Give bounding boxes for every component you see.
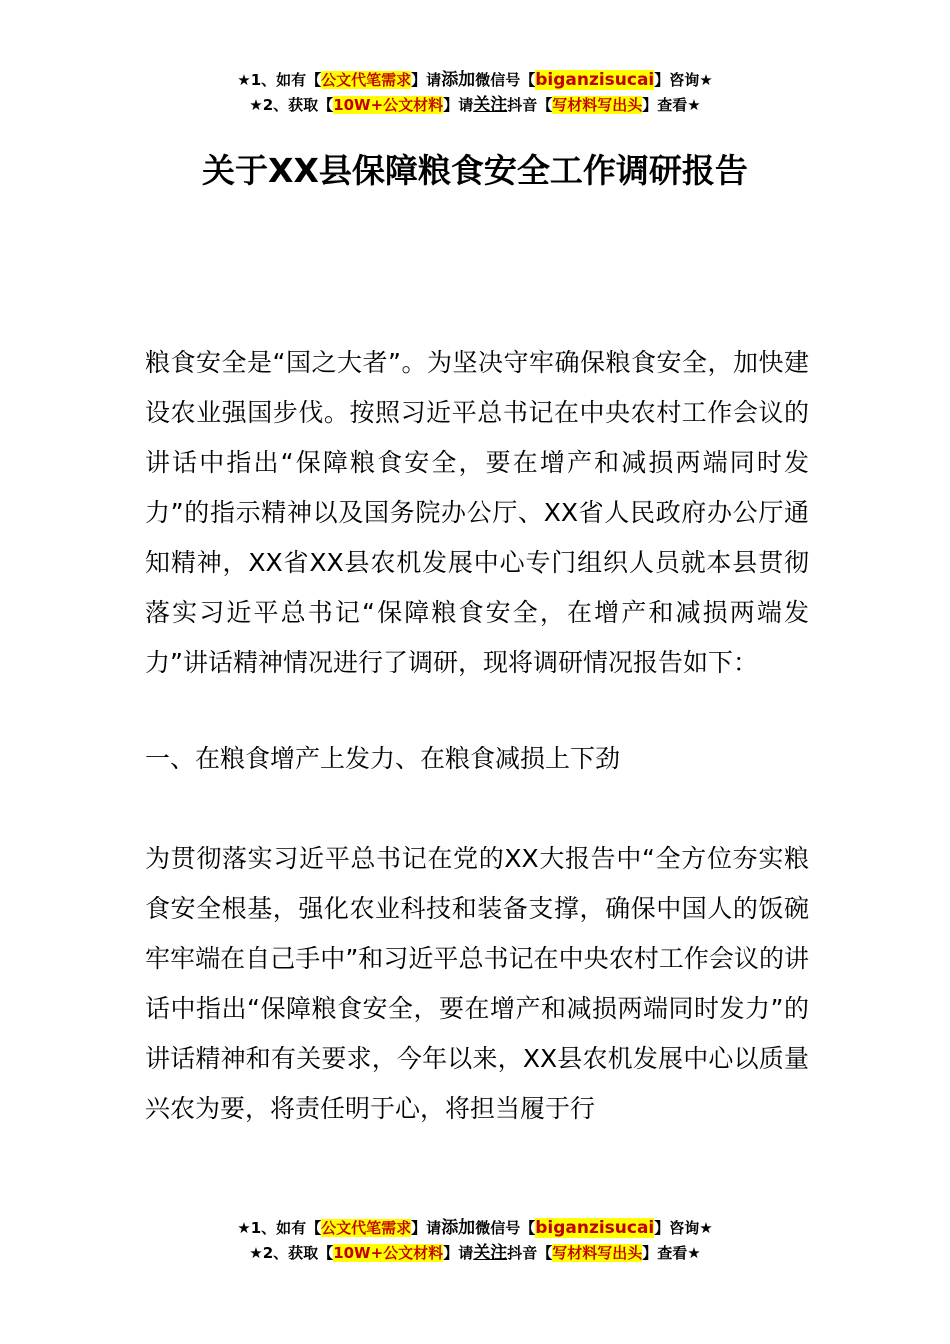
intro-paragraph: 粮食安全是“国之大者”。为坚决守牢确保粮食安全，加快建设农业强国步伐。按照习近平总书记在中央农村工作会议的讲话中指出“保障粮食安全，要在增产和减损两端同时发力”的指示精神以及国务院办公厅、XX省人民政府办公厅通知精神，XX省XX县农机发展中心专门组织人员就本县贯彻落实习近平总书记“保障粮食安全，在增产和减损两端发力”讲话精神情况进行了调研，现将调研情况报告如下： [145,348,809,677]
banner-line-2 [0,93,950,118]
star-icon: ★ [699,1219,713,1237]
banner-line-1 [0,68,950,93]
banner-text: 】请 [411,1219,442,1237]
star-icon: ★ [249,1244,263,1262]
emphasis-add: 添加 [441,70,476,90]
highlight-materials: 10W+公文材料 [333,1244,444,1262]
banner-text: 微信号【 [475,1219,536,1237]
banner-text: 】请 [443,1244,474,1262]
highlight-service: 公文代笔需求 [321,71,412,89]
emphasis-add: 添加 [441,1218,476,1238]
banner-text: 】咨询 [654,71,700,89]
emphasis-follow: 关注 [473,1243,508,1263]
star-icon: ★ [699,71,713,89]
paragraph-spacer [145,784,809,834]
section-heading: 一、在粮食增产上发力、在粮食减损上下劲 [145,744,621,773]
banner-text: 1、如有【 [250,71,322,89]
banner-text: 2、获取【 [262,96,334,114]
banner-text: 抖音【 [507,1244,553,1262]
banner-text: 抖音【 [507,96,553,114]
header-banner [0,68,950,118]
banner-text: 2、获取【 [262,1244,334,1262]
star-icon: ★ [687,1244,701,1262]
emphasis-follow: 关注 [473,95,508,115]
highlight-wechat-id: biganzisucai [535,1218,655,1238]
banner-line-2 [0,1241,950,1266]
banner-text: 】请 [411,71,442,89]
banner-text: 】查看 [642,96,688,114]
banner-text: 微信号【 [475,71,536,89]
section-paragraph: 为贯彻落实习近平总书记在党的XX大报告中“全方位夯实粮食安全根基，强化农业科技和装备支撑，确保中国人的饭碗牢牢端在自己手中”和习近平总书记在中央农村工作会议的讲话中指出“保障粮食安全，要在增产和减损两端同时发力”的讲话精神和有关要求，今年以来，XX县农机发展中心以质量兴农为要，将责任明于心，将担当履于行 [145,844,809,1123]
star-icon: ★ [687,96,701,114]
star-icon: ★ [237,71,251,89]
banner-text: 】咨询 [654,1219,700,1237]
paragraph-spacer [145,688,809,734]
document-title: 关于XX县保障粮食安全工作调研报告 [202,151,748,190]
highlight-douyin-id: 写材料写出头 [552,1244,643,1262]
banner-text: 】请 [443,96,474,114]
star-icon: ★ [249,96,263,114]
highlight-douyin-id: 写材料写出头 [552,96,643,114]
star-icon: ★ [237,1219,251,1237]
footer-banner [0,1216,950,1266]
highlight-wechat-id: biganzisucai [535,70,655,90]
document-body [145,338,809,1134]
highlight-service: 公文代笔需求 [321,1219,412,1237]
banner-text: 1、如有【 [250,1219,322,1237]
highlight-materials: 10W+公文材料 [333,96,444,114]
banner-line-1 [0,1216,950,1241]
banner-text: 】查看 [642,1244,688,1262]
